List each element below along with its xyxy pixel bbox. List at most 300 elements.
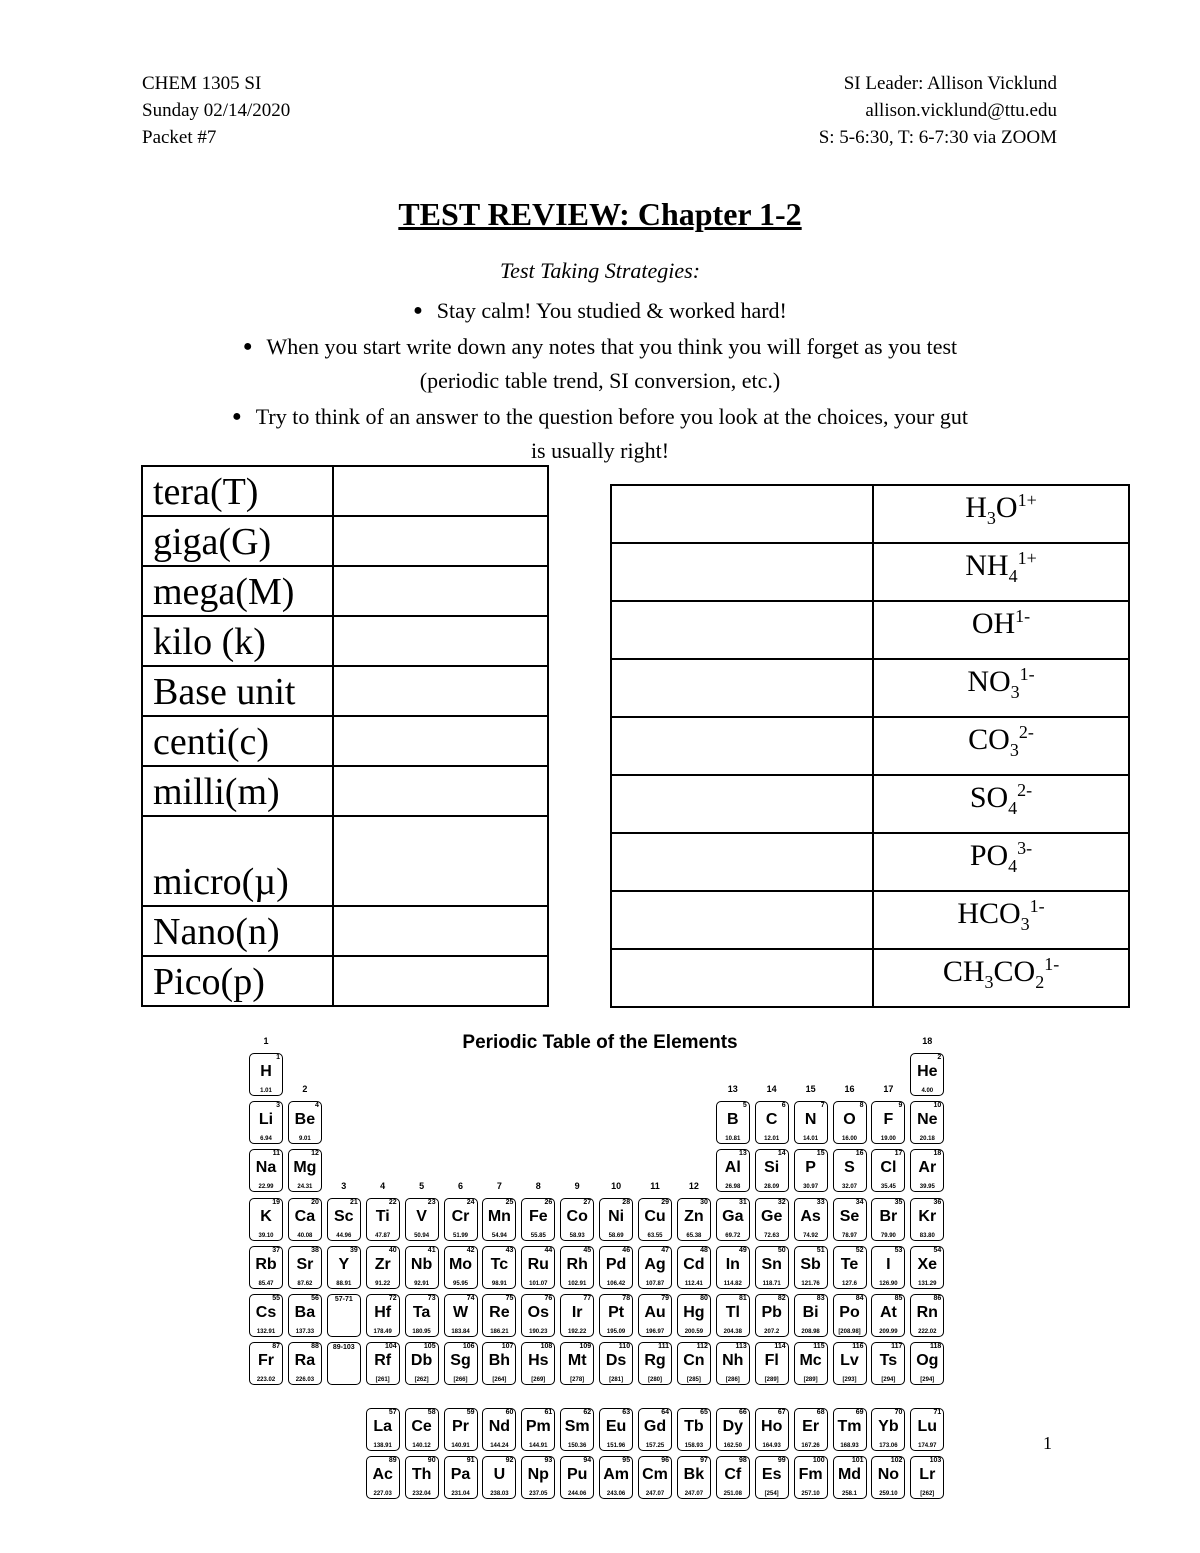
element-cell: [405, 1198, 439, 1241]
table-row: [611, 659, 1129, 717]
atomic-mass: [208.98]: [838, 1329, 861, 1335]
element-cell: [521, 1456, 555, 1499]
atomic-number: 17: [894, 1150, 903, 1157]
element-symbol: Te: [840, 1256, 859, 1273]
element-symbol: B: [727, 1111, 739, 1128]
group-label: 17: [883, 1084, 894, 1094]
element-symbol: Cf: [724, 1466, 742, 1483]
element-symbol: Na: [255, 1159, 277, 1176]
atomic-number: 80: [700, 1295, 708, 1302]
answer-cell[interactable]: [333, 716, 548, 766]
element-symbol: Y: [338, 1256, 350, 1273]
atomic-mass: 19.00: [880, 1136, 896, 1142]
atomic-number: 20: [311, 1199, 319, 1206]
bullet-icon: ●: [413, 302, 423, 319]
ion-formula: $SO_4^{2-}$: [873, 775, 1129, 833]
atomic-number: 113: [735, 1343, 747, 1350]
element-cell: [716, 1246, 750, 1289]
atomic-mass: 58.69: [608, 1233, 624, 1239]
element-cell: [482, 1246, 516, 1289]
element-symbol: Xe: [917, 1256, 938, 1273]
ion-name-answer-cell[interactable]: [611, 659, 873, 717]
prefix-label: Nano(n): [142, 906, 333, 956]
atomic-number: 45: [583, 1247, 592, 1254]
element-cell: [871, 1101, 905, 1144]
atomic-number: 116: [852, 1343, 864, 1350]
element-symbol: Bk: [683, 1466, 705, 1483]
atomic-mass: 223.02: [256, 1377, 276, 1383]
packet-number: Packet #7: [142, 127, 217, 148]
atomic-mass: [261]: [375, 1377, 390, 1383]
atomic-mass: [280]: [647, 1377, 662, 1383]
table-row: [611, 601, 1129, 659]
atomic-number: 15: [816, 1150, 825, 1157]
element-symbol: Fm: [798, 1466, 823, 1483]
answer-cell[interactable]: [333, 516, 548, 566]
atomic-mass: 208.98: [801, 1329, 820, 1335]
atomic-mass: 257.10: [801, 1491, 820, 1497]
answer-cell[interactable]: [333, 666, 548, 716]
answer-cell[interactable]: [333, 466, 548, 516]
element-cell: [677, 1198, 711, 1241]
element-cell: [910, 1294, 944, 1337]
element-cell: [249, 1053, 283, 1096]
strategy-item: ● Stay calm! You studied & worked hard!: [150, 294, 1050, 328]
element-symbol: Ga: [722, 1208, 744, 1225]
element-cell: [677, 1456, 711, 1499]
table-row: [611, 891, 1129, 949]
element-symbol: Co: [566, 1208, 588, 1225]
group-label: 10: [611, 1181, 622, 1191]
ion-formula: $CO_3^{2-}$: [873, 717, 1129, 775]
prefix-label: tera(T): [142, 466, 333, 516]
element-symbol: Mn: [487, 1208, 511, 1225]
element-cell: [599, 1294, 633, 1337]
atomic-mass: 144.24: [490, 1443, 509, 1449]
element-symbol: Ar: [918, 1159, 937, 1176]
atomic-number: 75: [505, 1295, 514, 1302]
ion-formula: $NO_3^{1-}$: [873, 659, 1129, 717]
atomic-mass: 39.95: [919, 1184, 935, 1190]
element-cell: [288, 1101, 322, 1144]
group-label: 2: [302, 1084, 308, 1094]
atomic-mass: 32.07: [841, 1184, 857, 1190]
atomic-number: 67: [777, 1409, 786, 1416]
atomic-number: 92: [505, 1457, 514, 1464]
element-symbol: Ir: [571, 1304, 583, 1321]
periodic-table-title: Periodic Table of the Elements: [462, 1032, 738, 1053]
atomic-number: 54: [933, 1247, 942, 1254]
atomic-mass: 131.29: [918, 1281, 937, 1287]
atomic-number: 78: [622, 1295, 631, 1302]
atomic-number: 31: [739, 1199, 747, 1206]
element-symbol: P: [805, 1159, 816, 1176]
element-cell: [910, 1101, 944, 1144]
element-cell: [833, 1294, 867, 1337]
group-label: 18: [922, 1036, 933, 1046]
ion-name-answer-cell[interactable]: [611, 601, 873, 659]
element-cell: [755, 1294, 789, 1337]
element-symbol: Ac: [372, 1466, 393, 1483]
element-cell: [716, 1149, 750, 1192]
atomic-mass: 9.01: [299, 1136, 311, 1142]
atomic-number: 101: [851, 1457, 864, 1464]
atomic-number: 38: [311, 1247, 319, 1254]
atomic-mass: 207.2: [764, 1329, 780, 1335]
atomic-mass: 157.25: [645, 1443, 665, 1449]
element-cell: [794, 1456, 828, 1499]
atomic-mass: [278]: [570, 1377, 585, 1383]
session-times: S: 5-6:30, T: 6-7:30 via ZOOM: [818, 127, 1057, 148]
header-right: [819, 70, 1057, 151]
atomic-mass: 22.99: [258, 1184, 274, 1190]
element-cell: [560, 1408, 594, 1451]
atomic-mass: [254]: [764, 1491, 779, 1497]
element-symbol: Dy: [722, 1418, 744, 1435]
element-cell: [599, 1342, 633, 1385]
element-cell: [716, 1101, 750, 1144]
atomic-mass: [293]: [842, 1377, 857, 1383]
element-cell: [910, 1408, 944, 1451]
atomic-mass: 243.06: [606, 1491, 626, 1497]
atomic-mass: 88.91: [336, 1281, 352, 1287]
atomic-number: 47: [661, 1247, 669, 1254]
element-symbol: Mt: [567, 1352, 587, 1369]
element-symbol: In: [725, 1256, 740, 1273]
leader-email: allison.vicklund@ttu.edu: [865, 100, 1057, 121]
element-cell: [833, 1246, 867, 1289]
group-label: 7: [496, 1181, 502, 1191]
atomic-number: 33: [816, 1199, 825, 1206]
answer-cell[interactable]: [333, 766, 548, 816]
element-cell: [327, 1198, 361, 1241]
atomic-number: 4: [314, 1102, 319, 1109]
element-symbol: Ni: [608, 1208, 625, 1225]
element-symbol: Cu: [644, 1208, 666, 1225]
atomic-number: 61: [544, 1409, 553, 1416]
element-cell: [482, 1198, 516, 1241]
element-symbol: Hs: [528, 1352, 549, 1369]
element-symbol: U: [493, 1466, 506, 1483]
element-symbol: Eu: [605, 1418, 627, 1435]
element-cell: [249, 1294, 283, 1337]
atomic-number: 102: [890, 1457, 903, 1464]
atomic-number: 112: [696, 1343, 708, 1350]
element-symbol: Pu: [566, 1466, 588, 1483]
atomic-mass: 190.23: [529, 1329, 548, 1335]
element-symbol: Os: [527, 1304, 549, 1321]
element-symbol: Ge: [761, 1208, 783, 1225]
element-cell: [560, 1246, 594, 1289]
element-cell: [288, 1342, 322, 1385]
element-symbol: Bi: [802, 1304, 819, 1321]
table-row: [142, 816, 548, 906]
atomic-mass: 238.03: [490, 1491, 509, 1497]
atomic-number: 115: [813, 1343, 825, 1350]
table-row: [142, 716, 548, 766]
element-cell: [871, 1294, 905, 1337]
ion-name-answer-cell[interactable]: [611, 543, 873, 601]
atomic-mass: 55.85: [530, 1233, 546, 1239]
element-symbol: Cn: [683, 1352, 705, 1369]
element-cell: [288, 1246, 322, 1289]
atomic-mass: 164.93: [762, 1443, 781, 1449]
atomic-mass: 107.87: [645, 1281, 665, 1287]
element-symbol: Sg: [450, 1352, 471, 1369]
element-symbol: Cd: [683, 1256, 705, 1273]
atomic-mass: 196.97: [645, 1329, 665, 1335]
atomic-number: 8: [859, 1102, 864, 1109]
element-symbol: Zr: [374, 1256, 391, 1273]
element-cell: [599, 1408, 633, 1451]
atomic-mass: [289]: [803, 1377, 818, 1383]
element-symbol: Ca: [294, 1208, 316, 1225]
prefix-label: giga(G): [142, 516, 333, 566]
atomic-number: 35: [894, 1199, 903, 1206]
atomic-mass: 74.92: [803, 1233, 819, 1239]
atomic-number: 62: [583, 1409, 592, 1416]
atomic-mass: 258.1: [841, 1491, 857, 1497]
element-symbol: Ne: [917, 1111, 938, 1128]
atomic-number: 90: [427, 1457, 436, 1464]
group-label: 1: [263, 1036, 269, 1046]
ion-formula: $NH_4^{1+}$: [873, 543, 1129, 601]
element-cell: [560, 1198, 594, 1241]
atomic-mass: 78.97: [841, 1233, 857, 1239]
table-row: [611, 949, 1129, 1007]
element-cell: [444, 1342, 478, 1385]
prefix-label: Pico(p): [142, 956, 333, 1006]
atomic-number: 107: [501, 1343, 514, 1350]
atomic-mass: 54.94: [491, 1233, 507, 1239]
ion-name-answer-cell[interactable]: [611, 891, 873, 949]
atomic-number: 23: [427, 1199, 436, 1206]
element-cell: [677, 1408, 711, 1451]
element-cell: [366, 1198, 400, 1241]
atomic-mass: 106.42: [606, 1281, 626, 1287]
atomic-mass: 174.97: [918, 1443, 937, 1449]
atomic-number: 97: [700, 1457, 708, 1464]
atomic-number: 52: [855, 1247, 864, 1254]
atomic-mass: 79.90: [880, 1233, 896, 1239]
element-cell: [327, 1246, 361, 1289]
atomic-number: 49: [739, 1247, 747, 1254]
element-cell: [910, 1198, 944, 1241]
atomic-mass: 51.99: [452, 1233, 468, 1239]
ion-formula: $HCO_3^{1-}$: [873, 891, 1129, 949]
atomic-mass: 192.22: [568, 1329, 587, 1335]
atomic-mass: 237.05: [529, 1491, 548, 1497]
atomic-number: 110: [618, 1343, 631, 1350]
table-row: [142, 516, 548, 566]
element-cell: [638, 1456, 672, 1499]
placeholder-cell: [327, 1294, 361, 1337]
group-label: 8: [535, 1181, 541, 1191]
atomic-number: 103: [929, 1457, 942, 1464]
element-symbol: Al: [724, 1159, 741, 1176]
atomic-mass: 20.18: [919, 1136, 935, 1142]
atomic-mass: 63.55: [647, 1233, 663, 1239]
atomic-number: 43: [505, 1247, 514, 1254]
atomic-number: 93: [544, 1457, 553, 1464]
element-symbol: Pd: [605, 1256, 627, 1273]
atomic-mass: 227.03: [373, 1491, 392, 1497]
table-row: [142, 956, 548, 1006]
prefix-label: micro(µ): [142, 816, 333, 906]
element-symbol: Re: [489, 1304, 510, 1321]
atomic-mass: 226.03: [295, 1377, 315, 1383]
element-symbol: Ti: [375, 1208, 390, 1225]
atomic-number: 1: [276, 1054, 280, 1061]
element-symbol: Tl: [725, 1304, 740, 1321]
element-symbol: N: [804, 1111, 817, 1128]
group-label: 14: [766, 1084, 777, 1094]
element-symbol: Be: [294, 1111, 316, 1128]
element-symbol: Hg: [683, 1304, 705, 1321]
table-row: [611, 543, 1129, 601]
element-cell: [366, 1294, 400, 1337]
atomic-number: 10: [933, 1102, 942, 1109]
atomic-mass: 92.91: [414, 1281, 430, 1287]
atomic-number: 57-71: [334, 1296, 353, 1303]
atomic-number: 108: [540, 1343, 553, 1350]
element-cell: [910, 1246, 944, 1289]
ion-name-answer-cell[interactable]: [611, 485, 873, 543]
element-cell: [871, 1149, 905, 1192]
answer-cell[interactable]: [333, 906, 548, 956]
element-cell: [366, 1456, 400, 1499]
element-cell: [871, 1408, 905, 1451]
table-row: [611, 833, 1129, 891]
atomic-number: 81: [739, 1295, 747, 1302]
strategy-item: ● When you start write down any notes that you think you will forget as you test (periodic table trend, SI conversion, etc.): [150, 330, 1050, 398]
atomic-mass: 1.01: [260, 1088, 272, 1094]
atomic-number: 11: [272, 1150, 280, 1157]
answer-cell[interactable]: [333, 956, 548, 1006]
atomic-mass: 112.41: [684, 1281, 703, 1287]
course-name: CHEM 1305 SI: [142, 73, 262, 94]
element-cell: [794, 1294, 828, 1337]
ion-name-answer-cell[interactable]: [611, 775, 873, 833]
element-cell: [405, 1294, 439, 1337]
element-cell: [638, 1246, 672, 1289]
element-symbol: V: [416, 1208, 427, 1225]
table-row: [142, 906, 548, 956]
atomic-mass: 195.09: [606, 1329, 626, 1335]
element-cell: [755, 1342, 789, 1385]
atomic-number: 53: [894, 1247, 903, 1254]
atomic-number: 39: [350, 1247, 358, 1254]
element-cell: [288, 1198, 322, 1241]
atomic-mass: [264]: [492, 1377, 507, 1383]
element-symbol: Er: [802, 1418, 820, 1435]
atomic-number: 40: [388, 1247, 397, 1254]
element-symbol: Au: [644, 1304, 666, 1321]
element-symbol: Lv: [840, 1352, 859, 1369]
element-symbol: Rb: [255, 1256, 277, 1273]
ion-name-answer-cell[interactable]: [611, 717, 873, 775]
atomic-mass: 244.06: [568, 1491, 587, 1497]
answer-cell[interactable]: [333, 816, 548, 906]
element-symbol: C: [765, 1111, 778, 1128]
atomic-mass: 91.22: [375, 1281, 391, 1287]
answer-cell[interactable]: [333, 566, 548, 616]
atomic-number: 13: [739, 1150, 747, 1157]
atomic-number: 99: [777, 1457, 786, 1464]
prefix-label: kilo (k): [142, 616, 333, 666]
element-cell: [677, 1294, 711, 1337]
atomic-mass: 183.84: [451, 1329, 470, 1335]
element-cell: [444, 1198, 478, 1241]
element-cell: [871, 1456, 905, 1499]
element-cell: [249, 1342, 283, 1385]
element-cell: [833, 1198, 867, 1241]
element-symbol: S: [844, 1159, 855, 1176]
atomic-number: 5: [742, 1102, 747, 1109]
element-symbol: Rh: [566, 1256, 588, 1273]
answer-cell[interactable]: [333, 616, 548, 666]
atomic-mass: 16.00: [841, 1136, 857, 1142]
strategies-heading: Test Taking Strategies:: [499, 258, 701, 283]
element-cell: [871, 1246, 905, 1289]
atomic-number: 77: [583, 1295, 592, 1302]
atomic-number: 117: [891, 1343, 903, 1350]
atomic-number: 51: [816, 1247, 825, 1254]
atomic-mass: 85.47: [258, 1281, 274, 1287]
atomic-number: 82: [777, 1295, 786, 1302]
element-cell: [833, 1101, 867, 1144]
atomic-mass: 58.93: [569, 1233, 585, 1239]
ion-name-answer-cell[interactable]: [611, 833, 873, 891]
atomic-number: 118: [930, 1343, 942, 1350]
page-number: 1: [1043, 1433, 1052, 1453]
atomic-mass: 87.62: [297, 1281, 313, 1287]
atomic-number: 26: [544, 1199, 553, 1206]
ion-name-answer-cell[interactable]: [611, 949, 873, 1007]
element-symbol: Cr: [451, 1208, 470, 1225]
element-cell: [560, 1294, 594, 1337]
table-row: [142, 766, 548, 816]
element-symbol: Sc: [334, 1208, 354, 1225]
atomic-mass: 144.91: [529, 1443, 548, 1449]
atomic-mass: 251.08: [723, 1491, 742, 1497]
atomic-number: 74: [466, 1295, 475, 1302]
atomic-mass: 138.91: [373, 1443, 392, 1449]
element-cell: [521, 1198, 555, 1241]
element-symbol: Tb: [684, 1418, 704, 1435]
atomic-number: 57: [388, 1409, 397, 1416]
atomic-number: 34: [855, 1199, 864, 1206]
atomic-mass: 127.6: [841, 1281, 857, 1287]
element-symbol: Es: [761, 1466, 782, 1483]
atomic-mass: 69.72: [725, 1233, 741, 1239]
element-cell: [755, 1456, 789, 1499]
element-symbol: Nd: [488, 1418, 511, 1435]
element-symbol: Br: [879, 1208, 898, 1225]
table-row: [142, 666, 548, 716]
atomic-number: 37: [272, 1247, 280, 1254]
element-cell: [405, 1456, 439, 1499]
group-label: 11: [650, 1181, 660, 1191]
atomic-number: 42: [466, 1247, 475, 1254]
element-symbol: Am: [603, 1466, 629, 1483]
element-cell: [716, 1456, 750, 1499]
atomic-mass: [294]: [881, 1377, 896, 1383]
atomic-mass: 140.12: [412, 1443, 431, 1449]
element-symbol: Ce: [411, 1418, 432, 1435]
atomic-mass: 12.01: [764, 1136, 780, 1142]
atomic-number: 68: [816, 1409, 825, 1416]
